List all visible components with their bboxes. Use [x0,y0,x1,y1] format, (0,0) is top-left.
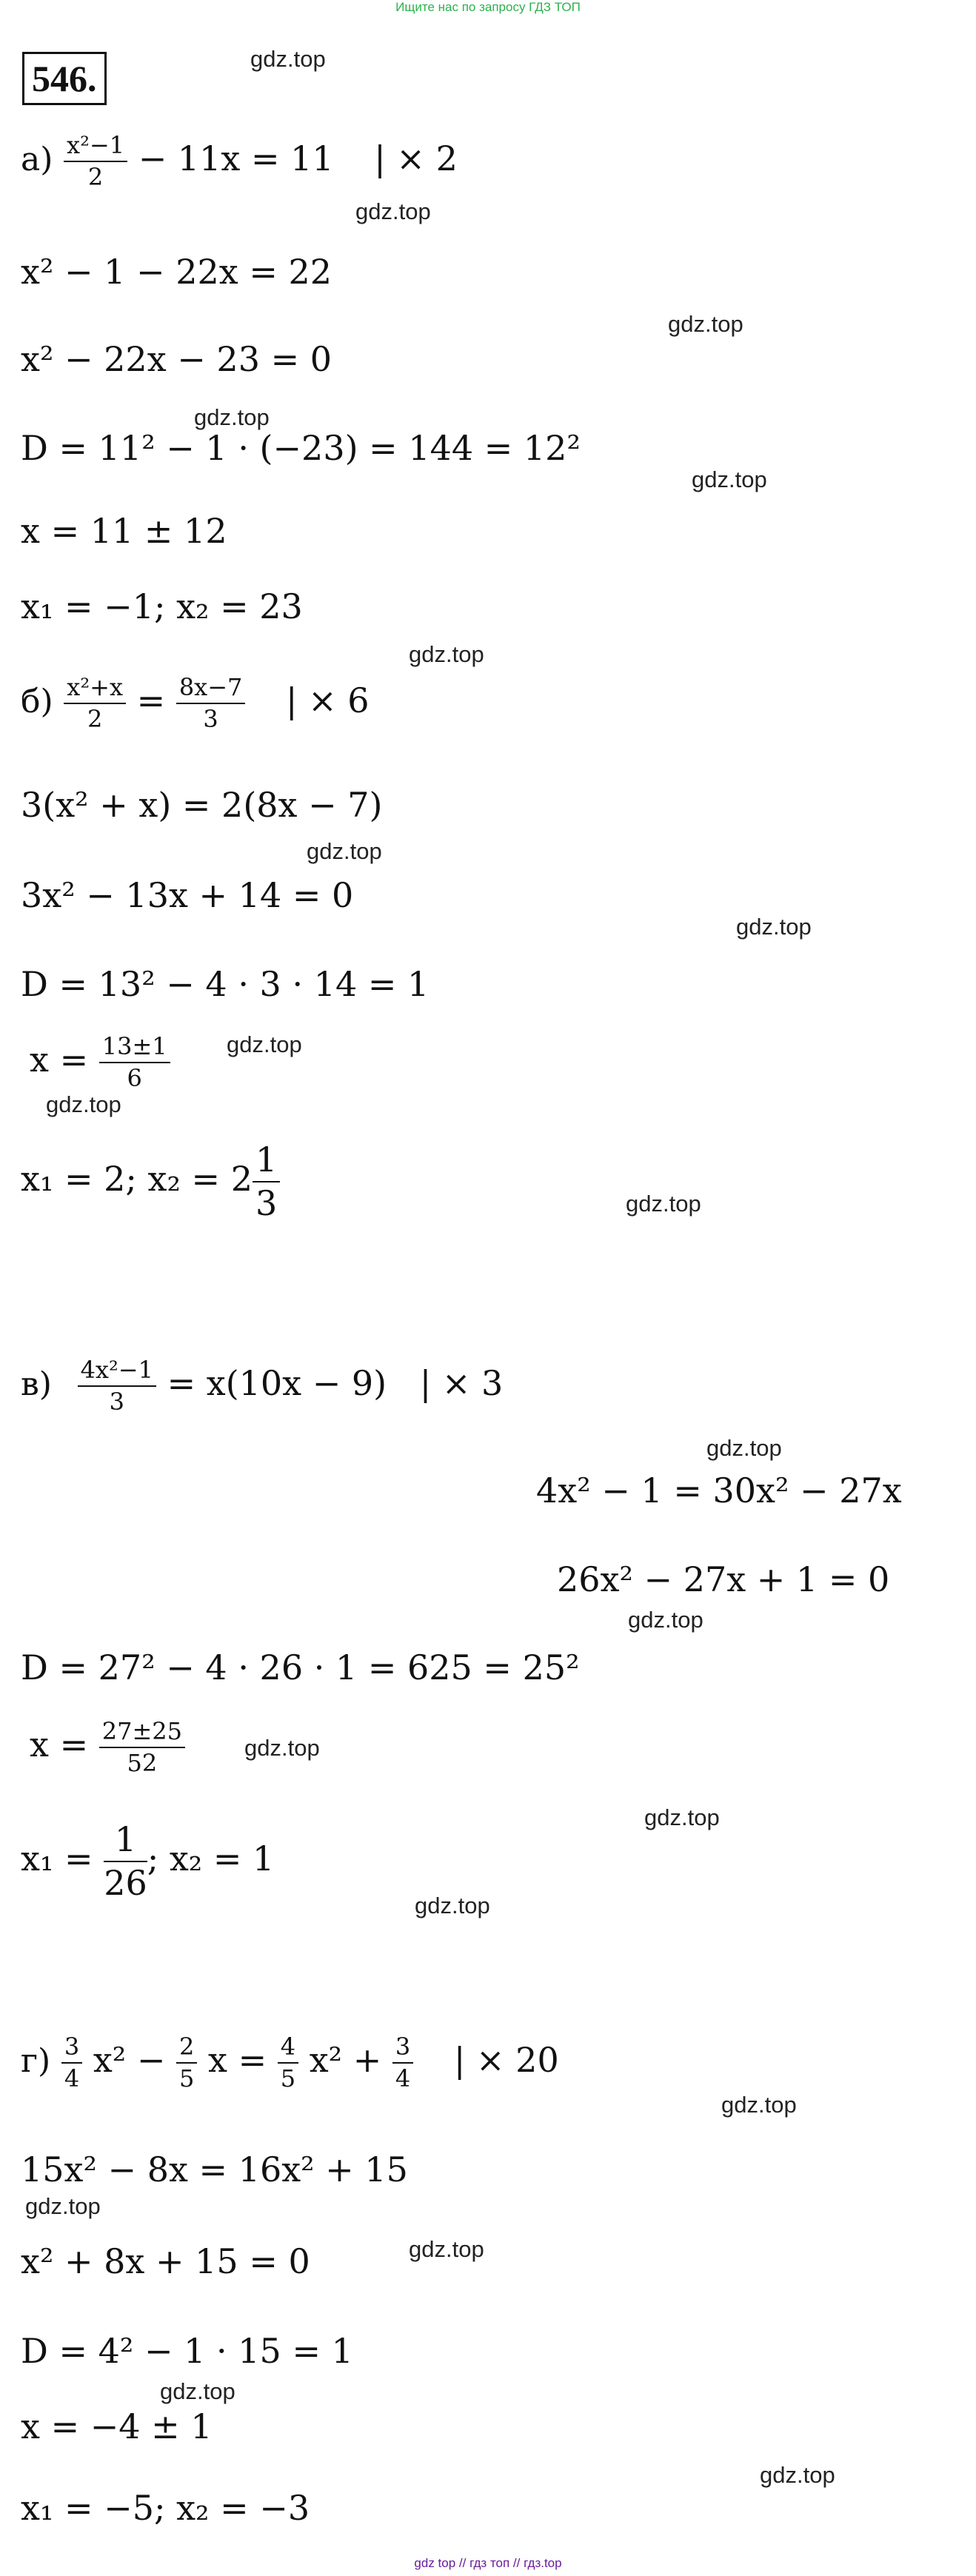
watermark: gdz.top [355,198,431,224]
watermark: gdz.top [668,311,743,337]
part-v-fraction: $\frac{\text{4x²−1}}{3}$ [78,1356,156,1416]
part-g-fraction-2: $\frac{2}{5}$ [176,2033,197,2092]
part-a-line-2: x² − 1 − 22x = 22 [21,252,332,292]
watermark: gdz.top [160,2378,235,2404]
part-b-rhs-fraction: $\frac{8x-7}{3}$ [176,674,246,733]
watermark: gdz.top [626,1191,701,1217]
part-v-line-3: 26x² − 27x + 1 = 0 [557,1559,890,1599]
part-a-equation: а) $\frac{\text{x²−1}}{2}$ − 11x = 11 | × 2 [21,131,458,191]
part-b-x-fraction: $\frac{13\pm 1}{6}$ [99,1033,170,1092]
problem-number: 546. [22,52,107,105]
part-g-line-2: 15x² − 8x = 16x² + 15 [21,2150,408,2189]
part-g-fraction-1: $\frac{3}{4}$ [61,2033,82,2092]
watermark: gdz.top [25,2193,101,2219]
watermark: gdz.top [736,914,812,940]
watermark: gdz.top [628,1607,703,1633]
watermark: gdz.top [692,466,767,492]
watermark: gdz.top [307,838,382,864]
part-v-roots: x₁ = $\frac{1}{26}$ ; x₂ = 1 [21,1819,275,1903]
part-g-discriminant: D = 4² − 1 · 15 = 1 [21,2331,353,2371]
part-v-equation: в) $\frac{\text{4x²−1}}{3}$ = x(10x − 9) | × 3 [21,1356,504,1416]
watermark: gdz.top [46,1091,121,1117]
part-b-roots: x₁ = 2; x₂ = 2 $\frac{1}{3}$ [21,1140,280,1223]
watermark: gdz.top [194,404,270,430]
watermark: gdz.top [227,1031,302,1057]
multiplier: | × 20 [453,2039,559,2080]
watermark: gdz.top [706,1435,782,1461]
header-search-note[interactable]: Ищите нас по запросу ГДЗ ТОП [395,0,581,14]
watermark: gdz.top [409,641,484,667]
part-v-x-formula: x = $\frac{27\pm 25}{52}$ [30,1718,185,1777]
part-a-line-3: x² − 22x − 23 = 0 [21,339,332,379]
part-a-discriminant: D = 11² − 1 · (−23) = 144 = 12² [21,428,581,468]
part-b-line-2: 3(x² + x) = 2(8x − 7) [21,785,383,825]
part-v-root-fraction: $\frac{1}{26}$ [104,1819,147,1903]
part-b-x-formula: x = $\frac{13\pm 1}{6}$ [30,1033,170,1092]
footer-links[interactable]: gdz top // гдз топ // гдз.top [414,2556,562,2570]
watermark: gdz.top [409,2236,484,2262]
part-g-equation: г) $\frac{3}{4}$ x² − $\frac{2}{5}$ x = $\frac{4}{5}$ x² + $\frac{3}{4}$ | × 20 [21,2033,559,2092]
watermark: gdz.top [760,2462,835,2488]
part-g-roots: x₁ = −5; x₂ = −3 [21,2488,310,2528]
part-a-roots: x₁ = −1; x₂ = 23 [21,586,303,626]
watermark: gdz.top [250,46,326,72]
multiplier: | × 2 [374,138,458,178]
watermark: gdz.top [244,1735,320,1761]
part-g-label: г) [21,2041,51,2080]
part-b-root-fraction: $\frac{1}{3}$ [253,1140,280,1223]
part-a-fraction: $\frac{\text{x²−1}}{2}$ [64,132,127,191]
watermark: gdz.top [644,1804,720,1830]
part-v-x-fraction: $\frac{27\pm 25}{52}$ [99,1718,185,1777]
part-b-lhs-fraction: $\frac{\text{x²+x}}{2}$ [64,674,126,733]
watermark: gdz.top [721,2092,797,2118]
part-a-label: а) [21,140,53,178]
part-a-line-5: x = 11 ± 12 [21,511,227,551]
part-b-label: б) [21,682,53,720]
part-g-fraction-3: $\frac{4}{5}$ [278,2033,298,2092]
part-b-discriminant: D = 13² − 4 · 3 · 14 = 1 [21,964,429,1004]
part-v-label: в) [21,1365,52,1403]
part-g-line-3: x² + 8x + 15 = 0 [21,2241,310,2281]
part-b-line-3: 3x² − 13x + 14 = 0 [21,875,354,915]
watermark: gdz.top [415,1893,490,1918]
part-g-fraction-4: $\frac{3}{4}$ [392,2033,413,2092]
multiplier: | × 3 [419,1362,504,1403]
multiplier: | × 6 [286,680,370,720]
part-v-line-2: 4x² − 1 = 30x² − 27x [536,1471,902,1511]
part-b-equation: б) $\frac{\text{x²+x}}{2}$ = $\frac{8x-7}{3}$ | × 6 [21,673,370,733]
part-g-line-5: x = −4 ± 1 [21,2406,213,2446]
part-v-discriminant: D = 27² − 4 · 26 · 1 = 625 = 25² [21,1647,580,1687]
